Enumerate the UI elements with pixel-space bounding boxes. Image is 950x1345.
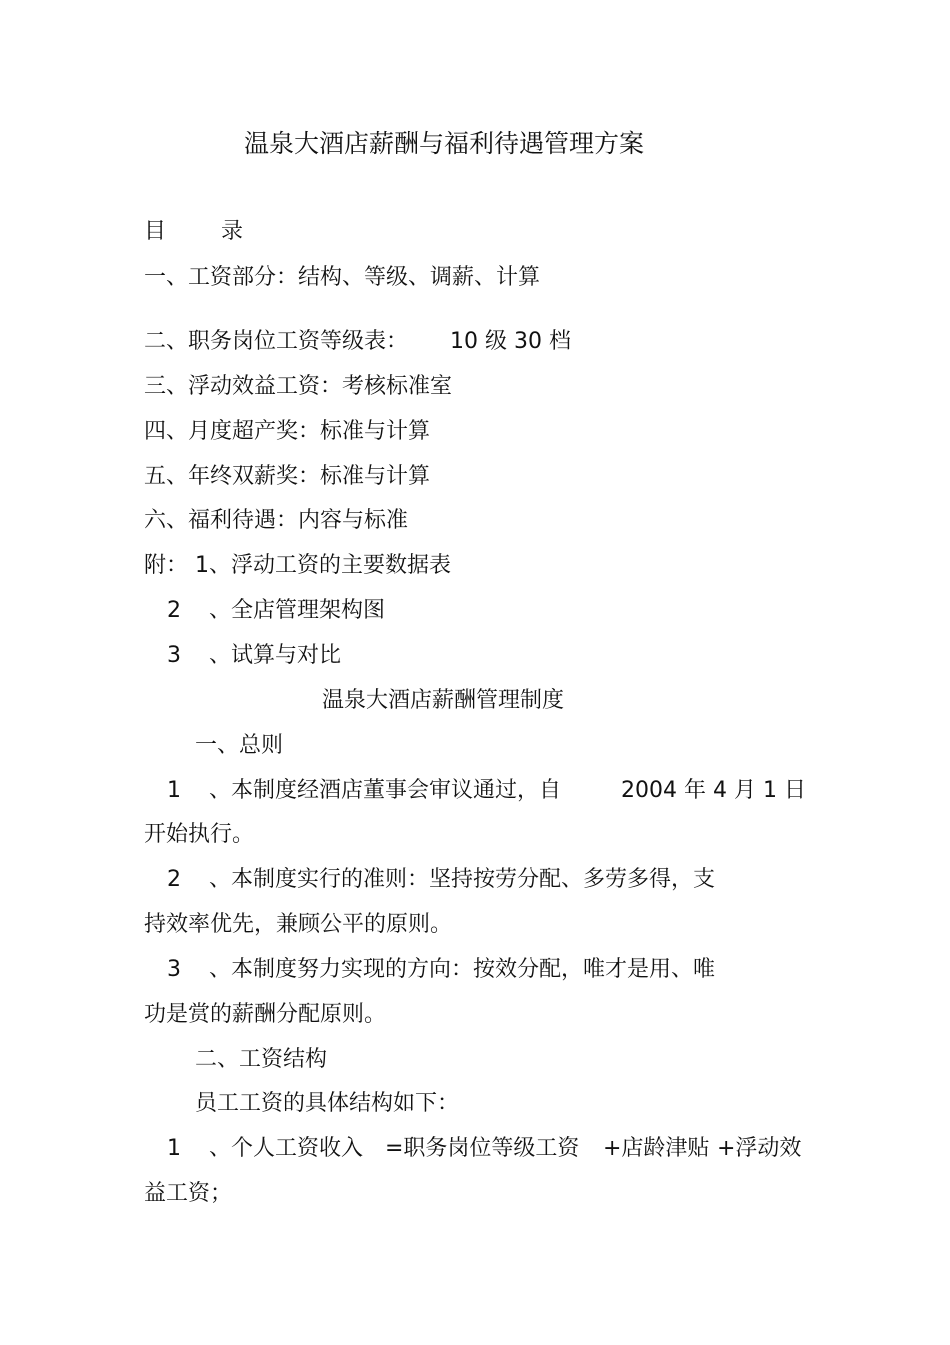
toc-heading-left: 目 [144, 219, 167, 244]
section-title: 温泉大酒店薪酬管理制度 [322, 688, 565, 713]
toc-item: 二、职务岗位工资等级表： [144, 329, 409, 354]
toc-item: 六、福利待遇：内容与标准 [144, 508, 409, 533]
appendix-label: 附： [144, 553, 189, 578]
formula-term: =职务岗位等级工资 [385, 1136, 580, 1161]
paragraph-text: 、本制度经酒店董事会审议通过，自 [209, 778, 562, 803]
appendix-item-text: 、试算与对比 [209, 643, 342, 668]
toc-item: 五、年终双薪奖：标准与计算 [144, 464, 431, 489]
paragraph-text: 、个人工资收入 [209, 1136, 364, 1161]
appendix-item-text: 、浮动工资的主要数据表 [209, 553, 452, 578]
document-title: 温泉大酒店薪酬与福利待遇管理方案 [244, 129, 645, 158]
paragraph-number: 3 [167, 957, 181, 982]
paragraph-number: 2 [167, 867, 181, 892]
paragraph-date: 2004 年 4 月 1 日 [621, 778, 806, 803]
toc-item-suffix: 10 级 30 档 [450, 329, 571, 354]
toc-item: 三、浮动效益工资：考核标准室 [144, 374, 453, 399]
paragraph-continuation: 持效率优先，兼顾公平的原则。 [144, 912, 453, 937]
paragraph-intro: 员工工资的具体结构如下： [195, 1091, 460, 1116]
paragraph-number: 1 [167, 778, 181, 803]
appendix-item-text: 、全店管理架构图 [209, 598, 386, 623]
appendix-item-number: 1 [195, 553, 209, 578]
toc-item: 四、月度超产奖：标准与计算 [144, 419, 431, 444]
paragraph-continuation: 益工资； [144, 1181, 233, 1206]
formula-term: +浮动效 [717, 1136, 802, 1161]
chapter-heading: 二、工资结构 [195, 1047, 328, 1072]
paragraph-continuation: 开始执行。 [144, 822, 255, 847]
appendix-item-number: 3 [167, 643, 181, 668]
paragraph-text: 、本制度努力实现的方向：按效分配，唯才是用、唯 [209, 957, 716, 982]
paragraph-number: 1 [167, 1136, 181, 1161]
paragraph-text: 、本制度实行的准则：坚持按劳分配、多劳多得，支 [209, 867, 716, 892]
toc-heading-right: 录 [221, 219, 244, 244]
paragraph-continuation: 功是赏的薪酬分配原则。 [144, 1002, 387, 1027]
chapter-heading: 一、总则 [195, 733, 284, 758]
formula-term: +店龄津贴 [603, 1136, 710, 1161]
toc-item: 一、工资部分：结构、等级、调薪、计算 [144, 265, 541, 290]
appendix-item-number: 2 [167, 598, 181, 623]
